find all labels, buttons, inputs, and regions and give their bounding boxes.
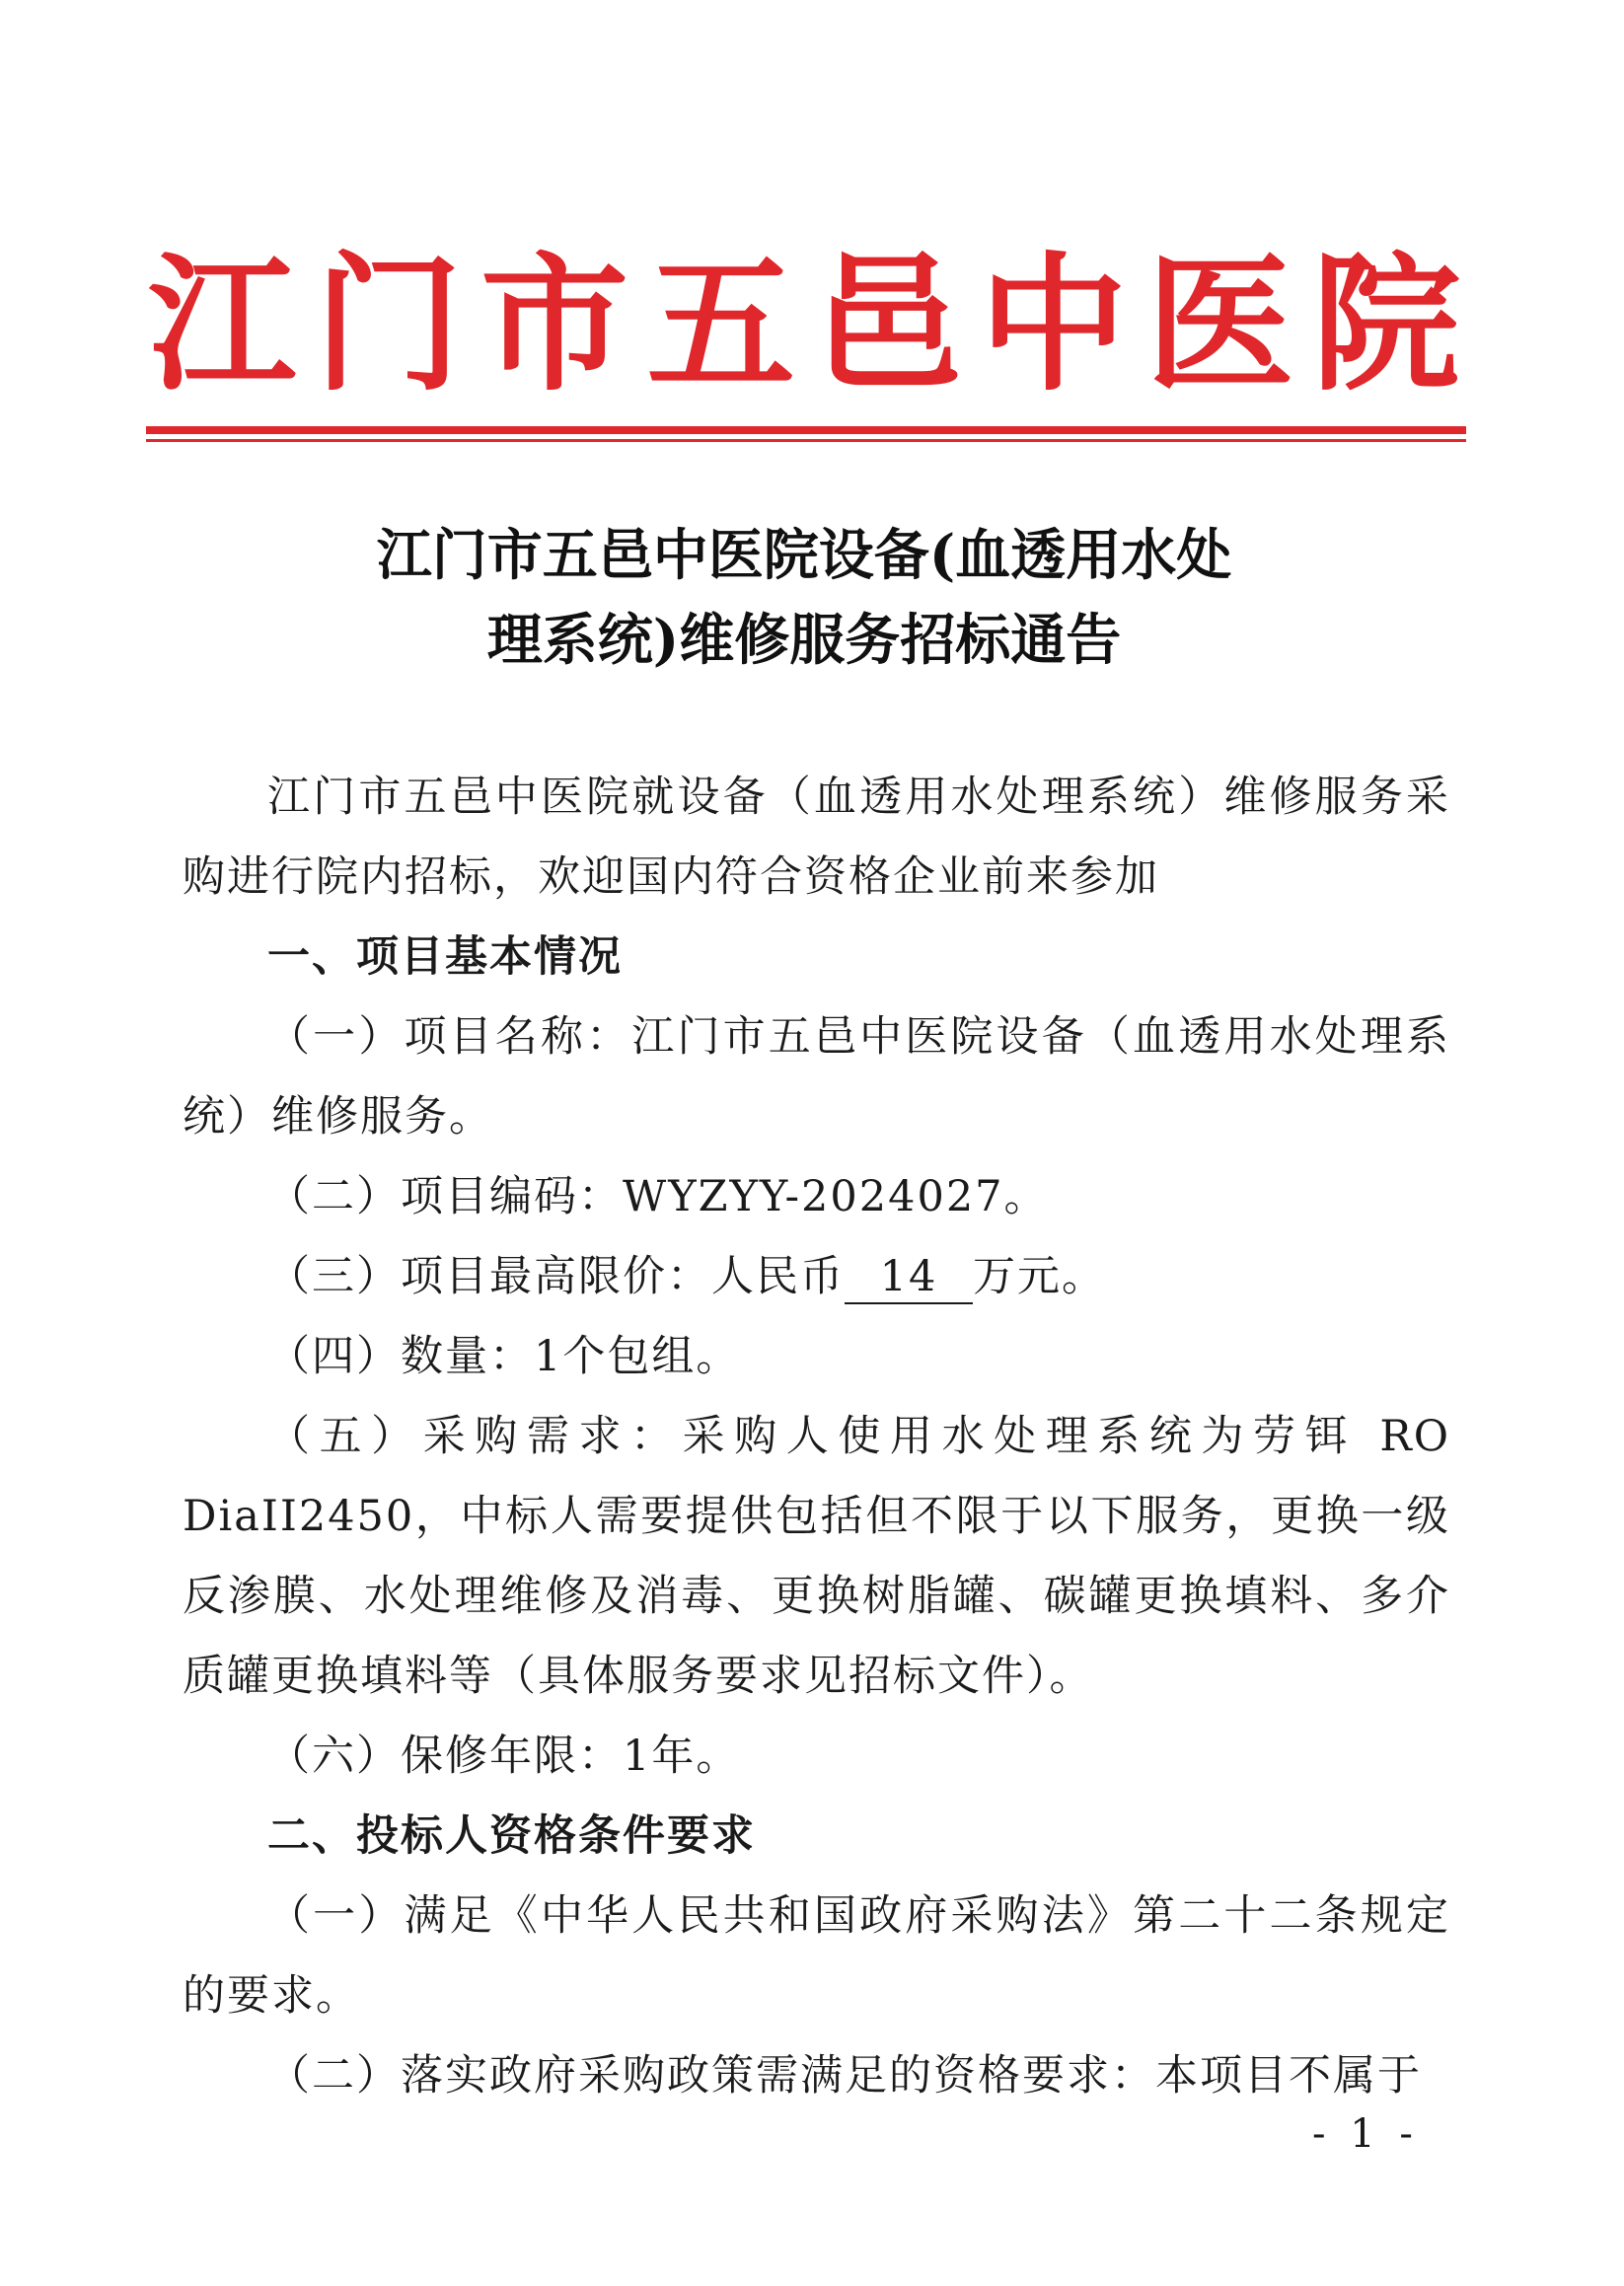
- document-title-line-2: 理系统)维修服务招标通告: [486, 608, 1122, 673]
- project-name-item: （一）项目名称：江门市五邑中医院设备（血透用水处理系统）维修服务。: [183, 1012, 1450, 1142]
- project-quantity-item: （四）数量：1个包组。: [267, 1332, 741, 1381]
- intro-paragraph: 江门市五邑中医院就设备（血透用水处理系统）维修服务采购进行院内招标，欢迎国内符合资格企业前来参加: [183, 773, 1450, 902]
- letterhead-org-name: [148, 227, 1460, 424]
- document-title: [148, 513, 1460, 683]
- page-number: - 1 -: [1312, 2111, 1419, 2157]
- letterhead-char: 门: [314, 240, 463, 411]
- project-warranty-item: （六）保修年限：1年。: [267, 1732, 741, 1781]
- section-heading-project-info: 一、项目基本情况: [267, 932, 623, 982]
- price-suffix: 万元。: [973, 1252, 1106, 1301]
- letterhead-char: 院: [1311, 240, 1460, 411]
- letterhead-char: 市: [480, 240, 629, 411]
- price-prefix: （三）项目最高限价：人民币: [267, 1252, 845, 1301]
- letterhead-char: 五: [646, 240, 795, 411]
- letterhead-char: 江: [148, 240, 297, 411]
- qualification-item-2: （二）落实政府采购政策需满足的资格要求：本项目不属于: [267, 2051, 1422, 2101]
- project-code-item: （二）项目编码：WYZYY-2024027。: [267, 1172, 1049, 1221]
- document-title-line-1: 江门市五邑中医院设备(血透用水处: [376, 523, 1232, 588]
- letterhead-char: 邑: [813, 240, 962, 411]
- qualification-item-1: （一）满足《中华人民共和国政府采购法》第二十二条规定的要求。: [183, 1891, 1450, 2021]
- letterhead-divider-thick: [146, 426, 1466, 434]
- letterhead-char: 医: [1145, 240, 1294, 411]
- letterhead-divider-thin: [146, 439, 1466, 442]
- price-value: 14: [845, 1251, 973, 1304]
- document-body: [183, 758, 1450, 2116]
- project-price-item: [183, 1237, 1450, 1317]
- section-heading-qualifications: 二、投标人资格条件要求: [267, 1811, 756, 1861]
- project-requirements-item: （五）采购需求：采购人使用水处理系统为劳铒 RO DiaII2450，中标人需要提供包括但不限于以下服务，更换一级反渗膜、水处理维修及消毒、更换树脂罐、碳罐更换填料、多介质罐更换填料等（具体服务要求见招标文件）。: [183, 1412, 1450, 1701]
- letterhead-char: 中: [979, 240, 1128, 411]
